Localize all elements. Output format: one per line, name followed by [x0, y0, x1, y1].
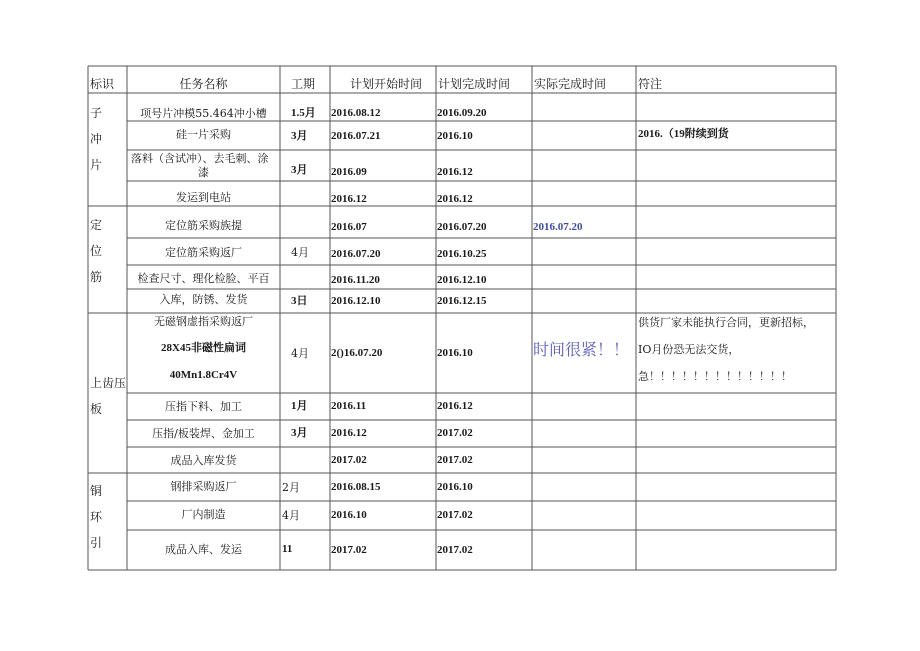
plan-end: 2016.09.20: [437, 107, 487, 119]
duration: 3月: [291, 427, 308, 439]
plan-end: 2016.10: [437, 347, 473, 359]
group-line: 上齿压: [90, 376, 127, 390]
group-line: 铜: [90, 484, 103, 498]
header-note: 符注: [638, 77, 663, 91]
note: 供货厂家未能执行合同，更新招标，: [638, 316, 814, 329]
duration: 1.5月: [291, 107, 316, 119]
task-name: 无磁钢虚指采购返厂: [154, 315, 253, 328]
task-name: 压指下料、加工: [165, 400, 242, 413]
group-line: 子: [90, 106, 103, 120]
duration: 4月: [291, 246, 309, 259]
plan-start: 2016.07.20: [331, 248, 381, 260]
duration: 3月: [291, 164, 308, 176]
task-name: 压指/板装焊、金加工: [152, 427, 255, 440]
plan-start: 2016.12.10: [331, 295, 381, 307]
header-plan-end: 计划完成时间: [438, 77, 511, 91]
task-name: 发运到电站: [176, 191, 231, 204]
plan-end: 2016.10.25: [437, 248, 487, 260]
task-name: 钢排采购返厂: [170, 480, 237, 493]
group-line: 位: [90, 244, 103, 258]
plan-start: 2016.07: [331, 221, 367, 233]
plan-end: 2016.12.15: [437, 295, 487, 307]
group-line: 板: [90, 402, 103, 416]
task-name: 入库，防锈、发货: [159, 293, 248, 306]
plan-start: 2016.11.20: [331, 274, 380, 286]
group-label: [90, 478, 102, 556]
plan-start: 2016.08.15: [331, 481, 381, 493]
task-name: 落料（含试冲）、去毛刺、涂: [131, 152, 269, 165]
plan-start: 2()16.07.20: [331, 347, 383, 359]
duration: 4月: [282, 509, 300, 522]
note: IO月份恐无法交货，: [638, 343, 740, 356]
plan-start: 2016.12: [331, 427, 367, 439]
task-name: 定位筋采购返厂: [165, 246, 242, 259]
group-label: [90, 370, 126, 422]
plan-end: 2016.12: [437, 193, 473, 205]
duration: 2月: [282, 481, 300, 494]
group-line: 冲: [90, 132, 103, 146]
group-line: 片: [90, 158, 103, 172]
task-name: 检查尺寸、理化检脸、平百: [137, 272, 270, 285]
task-name: 项号片冲模55.464冲小槽: [140, 107, 267, 120]
actual-end: 2016.07.20: [533, 221, 583, 233]
header-duration: 工期: [291, 77, 316, 91]
plan-start: 2016.12: [331, 193, 367, 205]
plan-end: 2016.10: [437, 130, 473, 142]
plan-start: 2016.07.21: [331, 130, 381, 142]
header-flag: 标识: [90, 77, 115, 91]
duration: 1月: [291, 400, 308, 412]
task-name: 28X45非磁性扁词: [161, 342, 246, 354]
plan-end: 2016.12: [437, 400, 473, 412]
header-task-name: 任务名称: [179, 77, 228, 91]
duration: 3日: [291, 295, 308, 307]
plan-end: 2017.02: [437, 454, 473, 466]
plan-end: 2016.10: [437, 481, 473, 493]
duration: 11: [282, 543, 293, 555]
note: 急！！！！！！！！！！！！！: [638, 370, 792, 383]
plan-start: 2016.08.12: [331, 107, 381, 119]
plan-end: 2016.12.10: [437, 274, 487, 286]
group-line: 定: [90, 218, 103, 232]
plan-start: 2016.11: [331, 400, 367, 412]
duration: 3月: [291, 130, 308, 142]
plan-start: 2017.02: [331, 544, 367, 556]
plan-end: 2017.02: [437, 509, 473, 521]
group-line: 筋: [90, 270, 103, 284]
task-name: 成品入库发货: [170, 454, 237, 467]
task-name: 漆: [198, 166, 209, 179]
note: 2016.（19附续到货: [638, 128, 729, 140]
header-actual-end: 实际完成时间: [534, 77, 607, 91]
plan-end: 2017.02: [437, 427, 473, 439]
header-plan-start: 计划开始时间: [350, 77, 423, 91]
task-name: 定位筋采购族提: [165, 219, 242, 232]
group-label: [90, 100, 102, 178]
task-name: 硅一片采购: [176, 128, 231, 141]
plan-end: 2016.12: [437, 166, 473, 178]
task-name: 成品入库、发运: [165, 543, 242, 556]
plan-start: 2017.02: [331, 454, 367, 466]
plan-end: 2016.07.20: [437, 221, 487, 233]
actual-end-warning: 时间很紧！！: [533, 340, 630, 359]
plan-start: 2016.09: [331, 166, 367, 178]
plan-end: 2017.02: [437, 544, 473, 556]
plan-start: 2016.10: [331, 509, 367, 521]
group-label: [90, 212, 102, 290]
task-name: 厂内制造: [181, 508, 226, 521]
group-line: 环: [90, 510, 103, 524]
duration: 4月: [291, 347, 309, 360]
group-line: 引: [90, 536, 103, 550]
task-name: 40Mn1.8Cr4V: [169, 369, 238, 381]
